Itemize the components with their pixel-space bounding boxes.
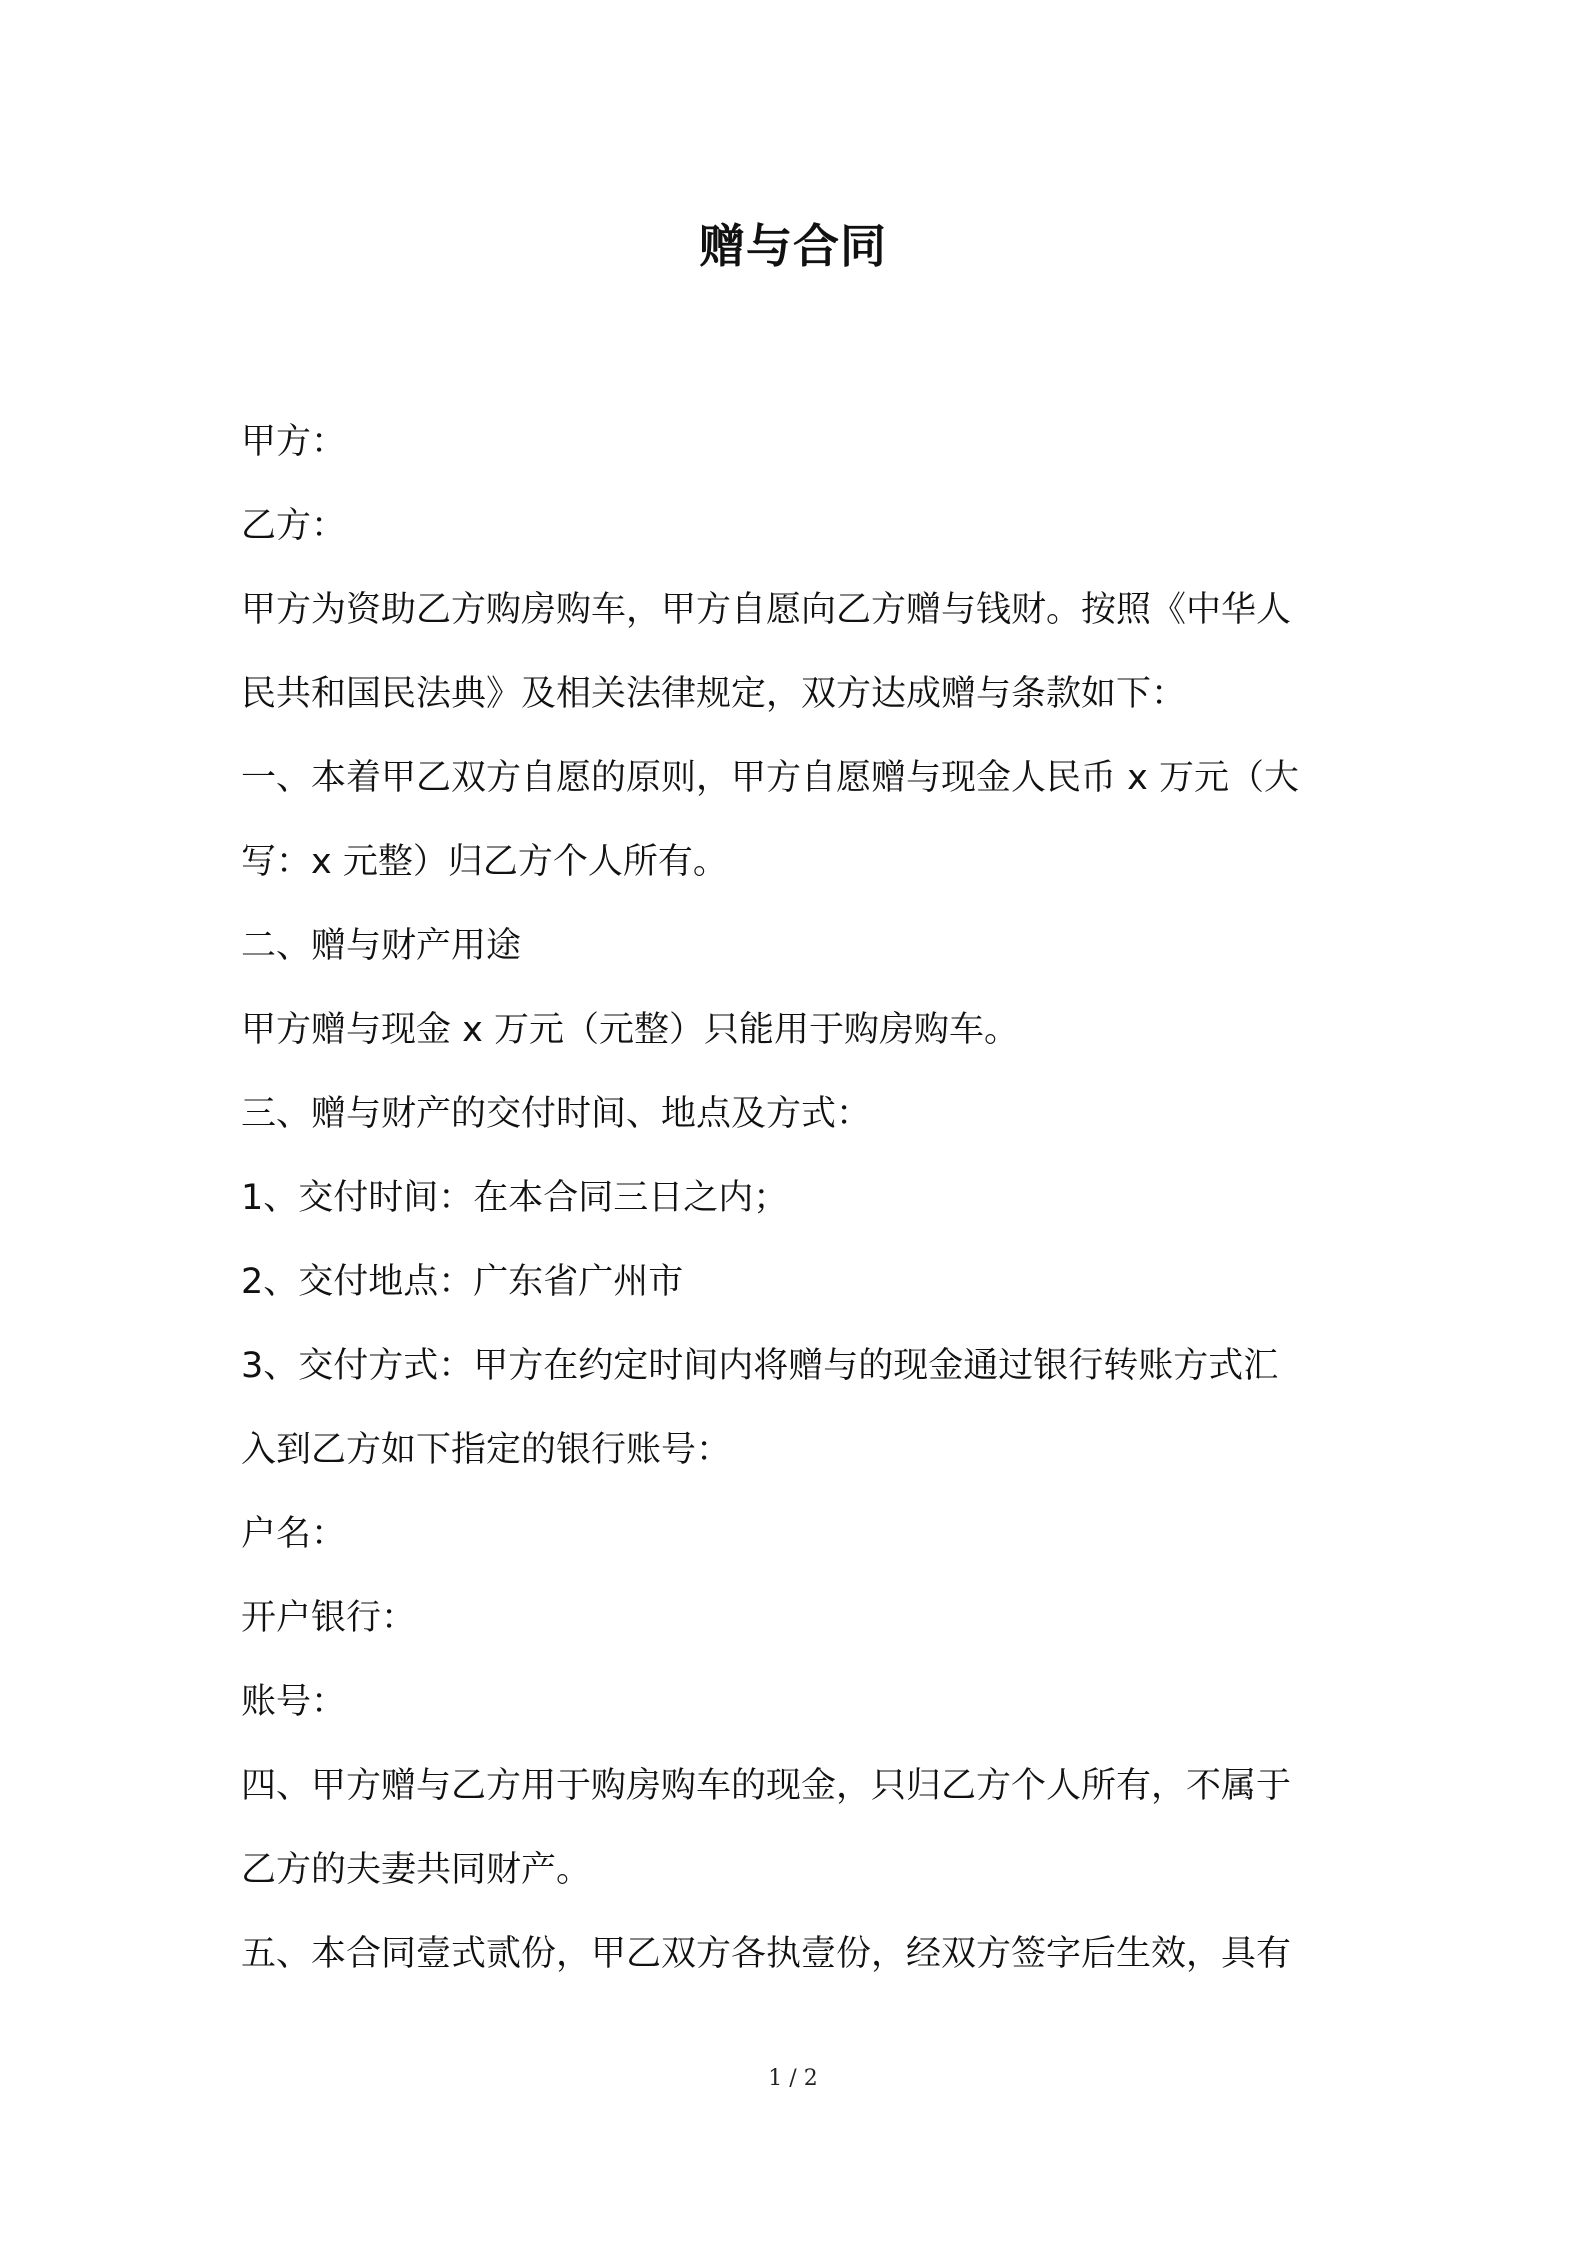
clause-1-line-1: 一、本着甲乙双方自愿的原则，甲方自愿赠与现金人民币 x 万元（大 <box>241 758 1299 798</box>
clause-3-heading: 三、赠与财产的交付时间、地点及方式： <box>241 1094 872 1134</box>
delivery-time-line: 1、交付时间：在本合同三日之内； <box>241 1178 789 1218</box>
party-b-line: 乙方： <box>241 506 347 546</box>
page-number: 1 / 2 <box>768 2066 818 2091</box>
clause-4-line-2: 乙方的夫妻共同财产。 <box>241 1850 592 1890</box>
delivery-place-line: 2、交付地点：广东省广州市 <box>241 1262 684 1302</box>
account-name-line: 户名： <box>241 1514 347 1554</box>
bank-line: 开户银行： <box>241 1598 417 1638</box>
clause-5-line-1: 五、本合同壹式贰份，甲乙双方各执壹份，经双方签字后生效，具有 <box>241 1934 1292 1974</box>
preamble-line-1: 甲方为资助乙方购房购车，甲方自愿向乙方赠与钱财。按照《中华人 <box>241 590 1292 630</box>
delivery-method-line-1: 3、交付方式：甲方在约定时间内将赠与的现金通过银行转账方式汇 <box>241 1346 1279 1386</box>
party-a-line: 甲方： <box>241 422 347 462</box>
clause-2-heading: 二、赠与财产用途 <box>241 926 522 966</box>
clause-1-line-2: 写：x 元整）归乙方个人所有。 <box>241 842 728 882</box>
preamble-line-2: 民共和国民法典》及相关法律规定，双方达成赠与条款如下： <box>241 674 1187 714</box>
document-title: 赠与合同 <box>699 219 887 273</box>
document-body <box>241 400 1361 1996</box>
clause-4-line-1: 四、甲方赠与乙方用于购房购车的现金，只归乙方个人所有，不属于 <box>241 1766 1292 1806</box>
delivery-method-line-2: 入到乙方如下指定的银行账号： <box>241 1430 732 1470</box>
account-number-line: 账号： <box>241 1682 347 1722</box>
clause-2-text: 甲方赠与现金 x 万元（元整）只能用于购房购车。 <box>241 1010 1019 1050</box>
